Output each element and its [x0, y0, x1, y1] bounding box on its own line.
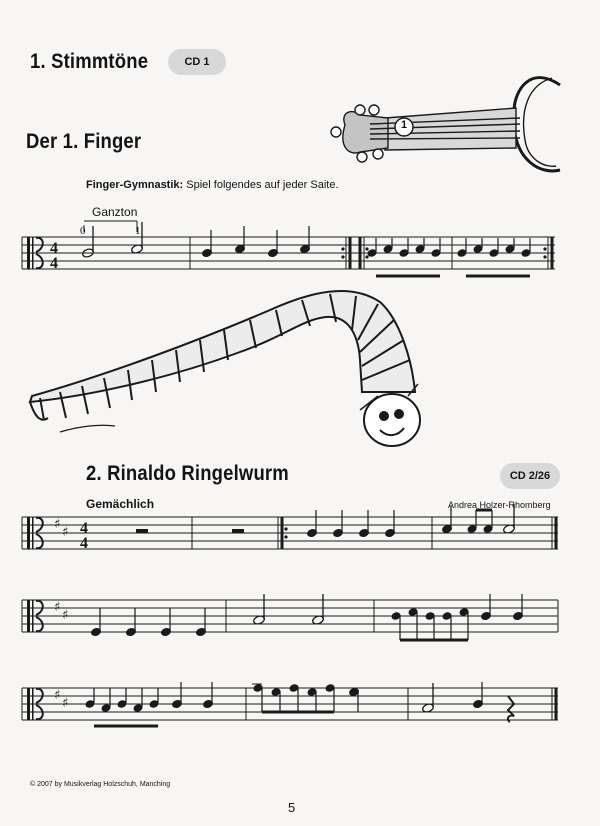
composer-credit: Andrea Holzer-Rhomberg [448, 500, 551, 510]
section-title-rinaldo: 2. Rinaldo Ringelwurm [86, 462, 289, 485]
gymnastics-label: Finger-Gymnastik: [86, 179, 184, 191]
svg-text:♯: ♯ [54, 688, 61, 703]
svg-text:♯: ♯ [62, 608, 69, 623]
section-title-stimmtoene: 1. Stimmtöne [30, 50, 149, 73]
finger-number-0: 0 [80, 225, 86, 237]
finger-circle-number: 1 [400, 119, 408, 131]
copyright-notice: © 2007 by Musikverlag Holzschuh, Manching [30, 781, 171, 788]
svg-text:♯: ♯ [62, 696, 69, 711]
tempo-marking: Gemächlich [86, 497, 155, 511]
cd-badge-1: CD 1 [168, 49, 226, 75]
svg-text:4: 4 [80, 535, 88, 552]
svg-text:4: 4 [50, 255, 58, 272]
cd-badge-2-26: CD 2/26 [500, 463, 560, 489]
svg-text:4: 4 [80, 520, 88, 537]
svg-text:4: 4 [50, 240, 58, 257]
finger-number-1: 1 [135, 225, 141, 237]
page-number: 5 [288, 800, 296, 815]
section-title-first-finger: Der 1. Finger [26, 130, 142, 153]
svg-text:♯: ♯ [62, 525, 69, 540]
svg-text:♯: ♯ [54, 517, 61, 532]
svg-text:♯: ♯ [54, 600, 61, 615]
gymnastics-text: Spiel folgendes auf jeder Saite. [186, 179, 339, 191]
interval-label: Ganzton [92, 205, 138, 219]
